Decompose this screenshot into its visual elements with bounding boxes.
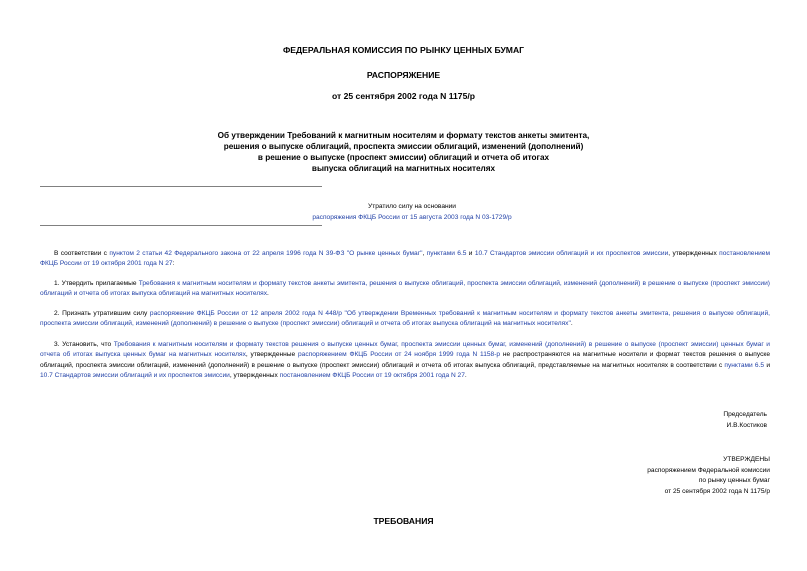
item-1-paragraph [40, 279, 770, 300]
item-text: , утвержденных [229, 372, 280, 380]
standard-point-link[interactable]: пунктами 6.5 [426, 250, 467, 257]
intro-text: , [422, 250, 427, 257]
title-line: в решение о выпуске (проспект эмиссии) облигаций и отчета об итогах [257, 153, 550, 162]
title-line: выпуска облигаций на магнитных носителях [311, 164, 496, 173]
order-1158-link[interactable]: распоряжением ФКЦБ России от 24 ноября 1999 года N 1158-р [298, 351, 501, 359]
requirements-heading: ТРЕБОВАНИЯ [373, 516, 434, 526]
doc-title [0, 130, 807, 174]
requirements-link[interactable]: Требования к магнитным носителям и формату текстов анкеты эмитента, решения о выпуске облигаций, проспекта эмиссии облигаций, изменений (дополнений) в решение о выпуске (проспект эмиссии) облигаций и отчета об итогах выпуска облигаций на магнитных носителях [40, 280, 770, 298]
approval-line: по рынку ценных бумаг [698, 477, 770, 484]
signature-block [723, 410, 767, 431]
item-text: 2. Признать утратившим силу [54, 310, 150, 317]
approval-line: распоряжением Федеральной комиссии [647, 466, 770, 474]
approval-line: от 25 сентября 2002 года N 1175/р [664, 487, 770, 495]
item-text: 1. Утвердить прилагаемые [54, 280, 139, 287]
item-3-paragraph [40, 340, 770, 382]
item-text: . [570, 320, 573, 328]
order-448-link[interactable]: распоряжение ФКЦБ России от 12 апреля 2002 года N 448/р "Об утверждении Временных требований к магнитным носителям и формату текстов анкеты эмитента, решения о выпуске облигаций, проспекта эмиссии облигаций, изменений (дополнений) в решение о выпуске (проспект эмиссии) облигаций и отчета об итогах выпуска облигаций на магнитных носителях" [40, 310, 770, 328]
doc-date-number: от 25 сентября 2002 года N 1175/р [331, 91, 475, 101]
divider-top [40, 186, 322, 187]
approval-line: УТВЕРЖДЕНЫ [723, 456, 770, 463]
title-line: Об утверждении Требований к магнитным носителям и формату текстов анкеты эмитента, [217, 131, 590, 140]
intro-text: , утвержденных [668, 250, 720, 257]
title-line: решения о выпуске облигаций, проспекта эмиссии облигаций, изменений (дополнений) [223, 142, 584, 151]
item-text: . [267, 290, 269, 298]
signer-role: Председатель [723, 411, 767, 418]
status-text: Утратило силу на основании [368, 203, 456, 210]
law-link[interactable]: пунктом 2 статьи 42 Федерального закона от 22 апреля 1996 года N 39-ФЗ "О рынке ценных бумаг" [109, 250, 423, 257]
old-requirements-link[interactable]: Требования к магнитным носителям и формату текстов решения о выпуске ценных бумаг, проспекта эмиссии ценных бумаг, изменений (дополнений) в решение о выпуске (проспект эмиссии) ценных бумаг и отчета об итогах выпуска ценных бумаг на магнитных носителях [40, 341, 770, 359]
standard-link[interactable]: 10.7 Стандартов эмиссии облигаций и их проспектов эмиссии [474, 250, 669, 257]
intro-paragraph [40, 249, 770, 270]
intro-text: В соответствии с [54, 250, 110, 257]
status-link[interactable]: распоряжения ФКЦБ России от 15 августа 2003 года N 03-1729/р [312, 214, 512, 221]
doc-type: РАСПОРЯЖЕНИЕ [366, 70, 441, 80]
item-2-paragraph [40, 309, 770, 330]
item-text: . [464, 372, 467, 380]
item-text: , утвержденные [245, 351, 299, 359]
intro-text: : [172, 260, 175, 268]
status-block [262, 212, 562, 223]
intro-text: и [466, 250, 475, 257]
signer-name: И.В.Костиков [726, 421, 767, 429]
resolution-link[interactable]: постановлением ФКЦБ России от 19 октября 2001 года N 27 [40, 250, 770, 268]
org-name: ФЕДЕРАЛЬНАЯ КОМИССИЯ ПО РЫНКУ ЦЕННЫХ БУМАГ [282, 45, 525, 55]
item-text: не распространяются на магнитные носители и формат текстов решения о выпуске облигаций, проспекта эмиссии облигаций, изменений (дополнений) в решение о выпуске (проспект эмиссии) облигаций и отчета об итогах выпуска облигаций, представляемые на магнитных носителях в соответствии с [40, 351, 770, 369]
standard-link[interactable]: 10.7 Стандартов эмиссии облигаций и их проспектов эмиссии [40, 372, 230, 380]
item-text: и [764, 361, 771, 369]
resolution-link[interactable]: постановлением ФКЦБ России от 19 октября 2001 года N 27 [279, 372, 465, 380]
standard-point-link[interactable]: пунктами 6.5 [724, 361, 765, 369]
item-text: 3. Установить, что [54, 341, 114, 348]
approval-block [620, 455, 770, 497]
divider-bottom [40, 225, 322, 226]
